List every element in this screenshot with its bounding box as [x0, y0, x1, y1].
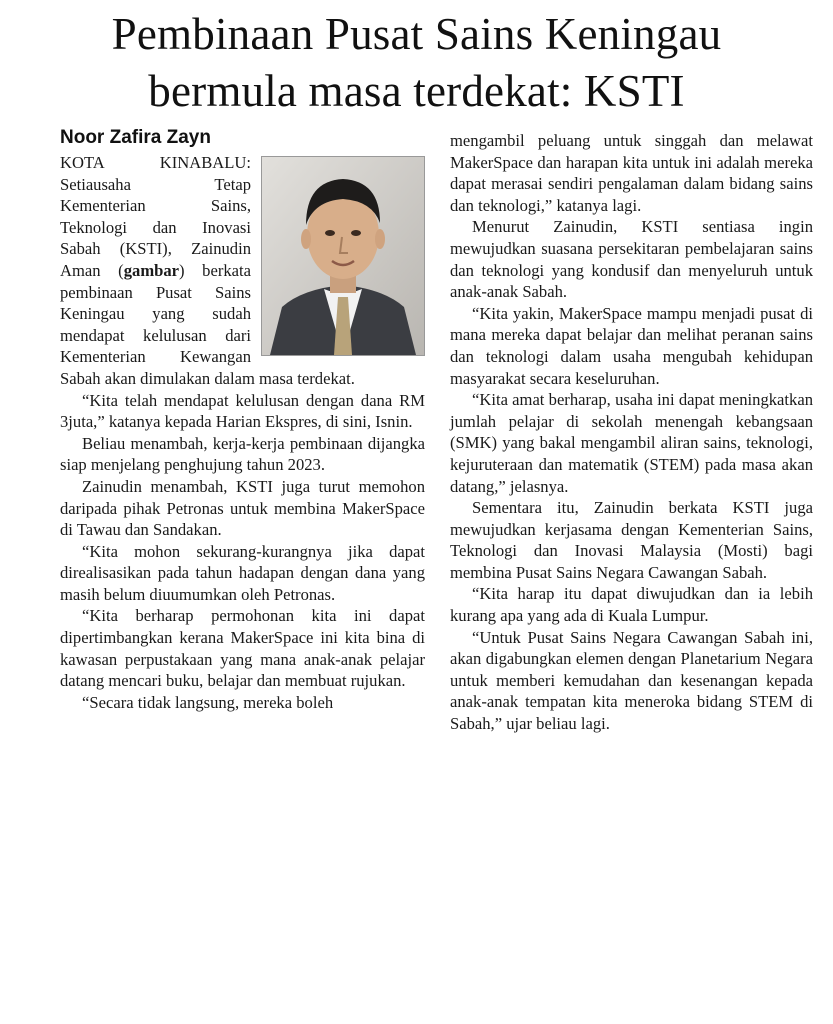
headline-line-2: bermula masa terdekat: KSTI [148, 66, 685, 116]
paragraph: “Untuk Pusat Sains Negara Cawangan Sabah ini, akan digabungkan elemen dengan Planetarium Negara untuk memberi kemudahan dan kesenangan kepada anak-anak tempatan kita meneroka bidang STEM di Sabah,” ujar beliau lagi. [450, 627, 813, 734]
dateline-text: KOTA KINABALU: Setiausaha Tetap Kementerian Sains, Teknologi dan Inovasi Sabah (KSTI), Zainudin Aman ( [60, 153, 251, 280]
paragraph: “Kita berharap permohonan kita ini dapat dipertimbangkan kerana MakerSpace ini kita bina di kawasan perpustakaan yang mana anak-anak pelajar datang mencari buku, belajar dan membuat rujukan. [60, 606, 425, 691]
paragraph: “Kita mohon sekurang-kurangnya jika dapat direalisasikan pada tahun hadapan dengan dana yang masih belum diuumumkan oleh Petronas. [60, 541, 425, 604]
paragraph: “Kita yakin, MakerSpace mampu menjadi pusat di mana mereka dapat belajar dan melihat peranan sains dan teknologi dalam usaha mengubah kehidupan masyarakat secara keseluruhan. [450, 303, 813, 388]
paragraph: Menurut Zainudin, KSTI sentiasa ingin mewujudkan suasana persekitaran pembelajaran sains dan teknologi yang kondusif dan menyeluruh untuk anak-anak Sabah. [450, 217, 813, 302]
headline [0, 6, 833, 120]
article-column-left [60, 152, 425, 713]
article-column-right [450, 130, 813, 735]
paragraph: “Kita harap itu dapat diwujudkan dan ia lebih kurang apa yang ada di Kuala Lumpur. [450, 584, 813, 626]
portrait-photo [261, 156, 425, 356]
byline: Noor Zafira Zayn [60, 127, 211, 148]
paragraph: “Secara tidak langsung, mereka boleh [82, 692, 334, 712]
photo-reference: gambar [123, 260, 180, 280]
paragraph: mengambil peluang untuk singgah dan melawat MakerSpace dan harapan kita untuk ini adalah mereka dapat merasai sendiri pengalaman dalam bidang sains dan teknologi,” katanya lagi. [450, 131, 813, 215]
paragraph: “Kita amat berharap, usaha ini dapat meningkatkan jumlah pelajar di sekolah menengah kebangsaan (SMK) yang bakal mengambil aliran sains, teknologi, kejuruteraan dan matematik (STEM) pada masa akan datang,” jelasnya. [450, 390, 813, 496]
headline-line-1: Pembinaan Pusat Sains Keningau [111, 9, 722, 59]
paragraph: Zainudin menambah, KSTI juga turut memohon daripada pihak Petronas untuk membina MakerSpace di Tawau dan Sandakan. [60, 476, 425, 540]
paragraph-text: ) berkata pembinaan Pusat Sains Keningau yang sudah mendapat kelulusan dari Kementerian Kewangan Sabah akan dimulakan dalam masa terdekat. [60, 260, 355, 388]
paragraph: Sementara itu, Zainudin berkata KSTI juga mewujudkan kerjasama dengan Kementerian Sains, Teknologi dan Inovasi Malaysia (Mosti) bagi membina Pusat Sains Negara Cawangan Sabah. [450, 498, 813, 582]
paragraph: “Kita telah mendapat kelulusan dengan dana RM 3juta,” katanya kepada Harian Ekspres, di sini, Isnin. [60, 390, 425, 432]
portrait-illustration [262, 157, 424, 355]
paragraph: Beliau menambah, kerja-kerja pembinaan dijangka siap menjelang penghujung tahun 2023. [60, 433, 425, 475]
